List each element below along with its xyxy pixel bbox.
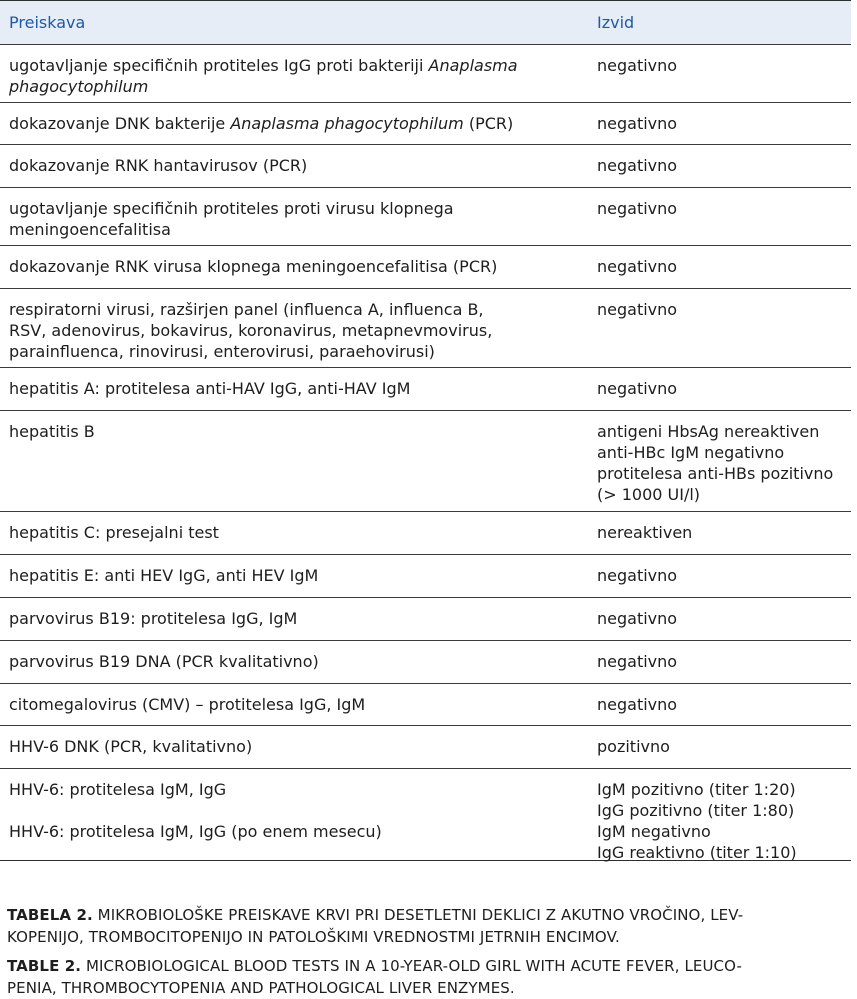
table-row — [0, 725, 851, 768]
table-row — [0, 683, 851, 725]
table-row — [0, 768, 851, 860]
table-row — [0, 511, 851, 554]
test-result: negativno — [597, 379, 678, 398]
test-result: negativno — [597, 300, 678, 319]
test-result: nereaktiven — [597, 523, 693, 542]
table-row — [0, 597, 851, 640]
test-name: dokazovanje DNK bakterije Anaplasma phagocytophilum (PCR) — [9, 114, 514, 133]
caption-label: TABLE 2. — [7, 957, 82, 975]
test-name: respiratorni virusi, razširjen panel (influenca A, influenca B, RSV, adenovirus, bokavirus, koronavirus, metapnevmovirus, parainfluenca, rinovirusi, enterovirusi, paraehovirusi) — [9, 300, 493, 361]
test-result: negativno — [597, 156, 678, 175]
caption-text: MIKROBIOLOŠKE PREISKAVE KRVI PRI DESETLETNI DEKLICI Z AKUTNO VROČINO, LEV- — [92, 906, 744, 924]
table-row — [0, 367, 851, 410]
test-result: negativno — [597, 199, 678, 218]
test-name: parvovirus B19 DNA (PCR kvalitativno) — [9, 652, 319, 671]
test-name: HHV-6 DNK (PCR, kvalitativno) — [9, 737, 253, 756]
table-header — [0, 0, 851, 44]
test-result: IgM pozitivno (titer 1:20) IgG pozitivno (titer 1:80) IgM negativno IgG reaktivno (titer 1:10) — [597, 780, 797, 862]
header-test: Preiskava — [9, 13, 86, 32]
table-row — [0, 640, 851, 683]
test-name: citomegalovirus (CMV) – protitelesa IgG, IgM — [9, 695, 366, 714]
test-name: ugotavljanje specifičnih protiteles proti virusu klopnega meningoencefalitisa — [9, 199, 454, 239]
caption-slovene — [7, 904, 852, 948]
test-name: dokazovanje RNK virusa klopnega meningoencefalitisa (PCR) — [9, 257, 498, 276]
test-result: antigeni HbsAg nereaktiven anti-HBc IgM negativno protitelesa anti-HBs pozitivno (> 1000 UI/l) — [597, 422, 834, 504]
table-row — [0, 44, 851, 102]
test-result: pozitivno — [597, 737, 670, 756]
test-result: negativno — [597, 114, 678, 133]
table-row — [0, 144, 851, 187]
table-row — [0, 554, 851, 597]
table-body — [0, 44, 851, 768]
test-name: dokazovanje RNK hantavirusov (PCR) — [9, 156, 308, 175]
test-result: negativno — [597, 257, 678, 276]
caption-english — [7, 955, 852, 999]
caption-text: MICROBIOLOGICAL BLOOD TESTS IN A 10-YEAR-OLD GIRL WITH ACUTE FEVER, LEUCO- — [81, 957, 742, 975]
table-row — [0, 187, 851, 245]
test-name: HHV-6: protitelesa IgM, IgG — [9, 780, 227, 799]
caption-label: TABELA 2. — [7, 906, 93, 924]
test-result: negativno — [597, 695, 678, 714]
test-name: hepatitis C: presejalni test — [9, 523, 219, 542]
test-name: HHV-6: protitelesa IgM, IgG (po enem mesecu) — [9, 822, 382, 841]
test-result: negativno — [597, 56, 678, 75]
table-row — [0, 245, 851, 288]
caption-text: KOPENIJO, TROMBOCITOPENIJO IN PATOLOŠKIMI VREDNOSTMI JETRNIH ENCIMOV. — [7, 928, 620, 946]
table-row — [0, 288, 851, 367]
test-name: parvovirus B19: protitelesa IgG, IgM — [9, 609, 298, 628]
test-name: ugotavljanje specifičnih protiteles IgG proti bakteriji Anaplasma phagocytophilum — [9, 56, 518, 96]
test-name: hepatitis E: anti HEV IgG, anti HEV IgM — [9, 566, 319, 585]
test-name: hepatitis A: protitelesa anti-HAV IgG, anti-HAV IgM — [9, 379, 411, 398]
table-row — [0, 410, 851, 511]
test-name: hepatitis B — [9, 422, 95, 441]
caption-text: PENIA, THROMBOCYTOPENIA AND PATHOLOGICAL LIVER ENZYMES. — [7, 979, 515, 997]
test-result: negativno — [597, 652, 678, 671]
test-result: negativno — [597, 566, 678, 585]
header-result: Izvid — [597, 13, 635, 32]
table-row — [0, 102, 851, 144]
test-result: negativno — [597, 609, 678, 628]
